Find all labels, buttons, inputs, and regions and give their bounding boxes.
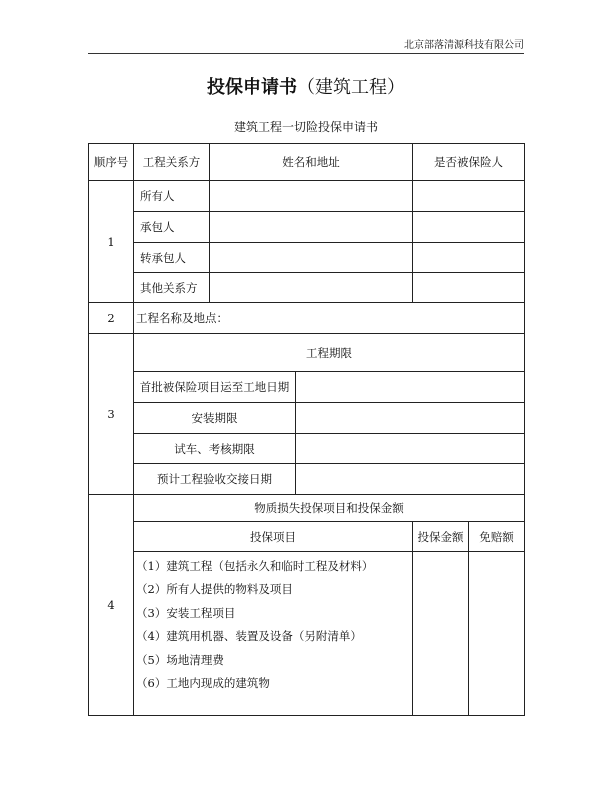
header-no: 顺序号 [89,144,134,181]
party-label: 转承包人 [134,243,210,273]
period-label: 试车、考核期限 [134,434,296,464]
col-insured-amount: 投保金额 [413,522,469,552]
table-row [89,464,525,495]
period-field[interactable] [296,403,525,434]
section-1-no: 1 [89,181,134,303]
table-row [89,522,525,552]
period-label: 首批被保险项目运至工地日期 [134,372,296,403]
list-item: （2）所有人提供的物料及项目 [136,582,293,596]
insured-field[interactable] [413,212,525,243]
table-row [89,212,525,243]
table-row [89,403,525,434]
property-loss-header: 物质损失投保项目和投保金额 [134,495,525,522]
insured-field[interactable] [413,273,525,303]
list-item: （6）工地内现成的建筑物 [136,676,270,690]
title-main: 投保申请书 [207,77,297,98]
table-row [89,243,525,273]
name-address-field[interactable] [210,212,413,243]
form-subtitle: 建筑工程一切险投保申请书 [233,120,378,134]
title-paren: （建筑工程） [297,77,405,98]
list-item: （5）场地清理费 [136,652,224,667]
table-row [89,552,525,716]
table-row [89,181,525,212]
list-item: （1）建筑工程（包括永久和临时工程及材料） [136,559,374,573]
section-3-no: 3 [89,334,134,495]
section-4-no: 4 [89,495,134,716]
table-row [89,372,525,403]
list-item: （3）安装工程项目 [136,605,236,620]
header-party: 工程关系方 [134,144,210,181]
document-title [0,73,612,99]
deductible-field[interactable] [469,552,525,716]
section-2-no: 2 [89,303,134,334]
party-label: 所有人 [134,181,210,212]
header-insured: 是否被保险人 [413,144,525,181]
application-form-table [88,143,525,716]
name-address-field[interactable] [210,273,413,303]
header-divider [88,53,524,54]
period-label: 安装期限 [134,403,296,434]
period-field[interactable] [296,434,525,464]
period-field[interactable] [296,464,525,495]
table-row [89,495,525,522]
company-name: 北京部落清源科技有限公司 [404,40,524,51]
table-row [89,334,525,372]
insured-field[interactable] [413,243,525,273]
col-deductible: 免赔额 [469,522,525,552]
insured-amount-field[interactable] [413,552,469,716]
list-item: （4）建筑用机器、装置及设备（另附清单） [136,629,362,643]
project-period-header: 工程期限 [134,334,525,372]
insured-field[interactable] [413,181,525,212]
table-header-row [89,144,525,181]
insured-items-list [134,552,413,716]
project-name-location-label[interactable]: 工程名称及地点： [134,303,525,334]
period-label: 预计工程验收交接日期 [134,464,296,495]
col-insured-item: 投保项目 [134,522,413,552]
name-address-field[interactable] [210,243,413,273]
table-row [89,434,525,464]
party-label: 承包人 [134,212,210,243]
header-name-address: 姓名和地址 [210,144,413,181]
table-row [89,273,525,303]
table-row [89,303,525,334]
period-field[interactable] [296,372,525,403]
party-label: 其他关系方 [134,273,210,303]
name-address-field[interactable] [210,181,413,212]
